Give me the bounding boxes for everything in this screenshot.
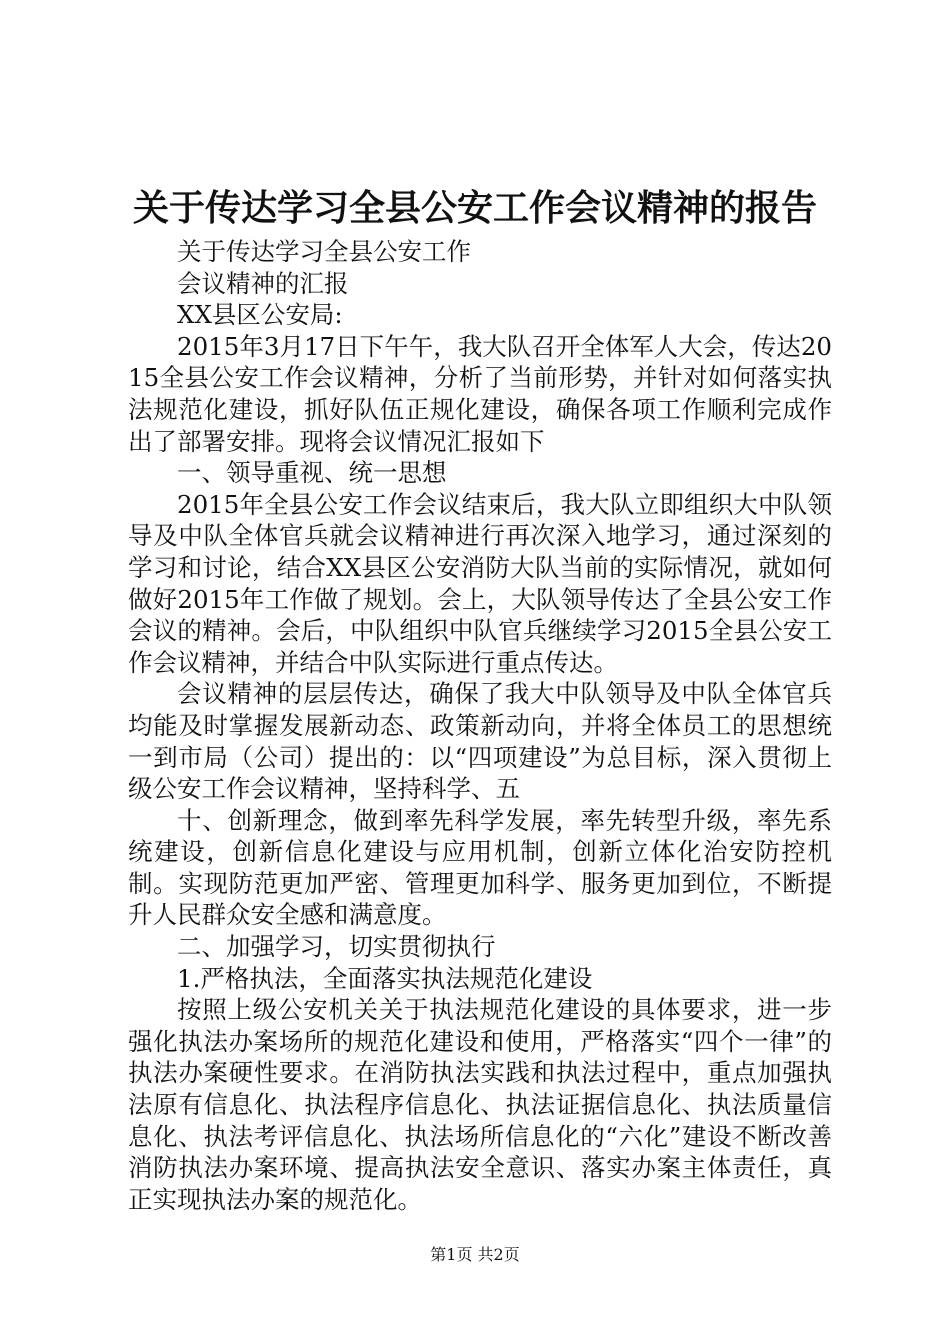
paragraph-section-2-1: 按照上级公安机关关于执法规范化建设的具体要求，进一步强化执法办案场所的规范化建设和使用，严格落实“四个一律”的执法办案硬性要求。在消防执法实践和执法过程中，重点加强执法原有信息化、执法程序信息化、执法证据信息化、执法质量信息化、执法考评信息化、执法场所信息化的“六化”建设不断改善消防执法办案环境、提高执法安全意识、落实办案主体责任，真正实现执法办案的规范化。	[128, 995, 832, 1214]
paragraph-intro: 2015年3月17日下午午，我大队召开全体军人大会，传达2015全县公安工作会议精神，分析了当前形势，并针对如何落实执法规范化建设，抓好队伍正规化建设，确保各项工作顺利完成作出了部署安排。现将会议情况汇报如下	[128, 331, 832, 456]
document-title: 关于传达学习全县公安工作会议精神的报告	[132, 187, 817, 229]
section-heading-2: 二、加强学习，切实贯彻执行	[177, 932, 496, 962]
paragraph-section-1-c: 十、创新理念，做到率先科学发展，率先转型升级，率先系统建设，创新信息化建设与应用机制，创新立体化治安防控机制。实现防范更加严密、管理更加科学、服务更加到位，不断提升人民群众安全感和满意度。	[128, 805, 832, 930]
paragraph-section-1-a: 2015年全县公安工作会议结束后，我大队立即组织大中队领导及中队全体官兵就会议精神进行再次深入地学习，通过深刻的学习和讨论，结合XX县区公安消防大队当前的实际情况，就如何做好2015年工作做了规划。会上，大队领导传达了全县公安工作会议的精神。会后，中队组织中队官兵继续学习2015全县公安工作会议精神，并结合中队实际进行重点传达。	[128, 489, 832, 677]
document-body	[128, 236, 832, 1215]
paragraph-section-1-b: 会议精神的层层传达，确保了我大中队领导及中队全体官兵均能及时掌握发展新动态、政策新动向，并将全体员工的思想统一到市局（公司）提出的：以“四项建设”为总目标，深入贯彻上级公安工作会议精神，坚持科学、五	[128, 679, 832, 804]
paragraph-subtitle-2: 会议精神的汇报	[177, 268, 349, 298]
page-footer: 第1页 共2页	[430, 1245, 520, 1264]
subsection-heading-2-1: 1.严格执法，全面落实执法规范化建设	[177, 963, 593, 993]
section-heading-1: 一、领导重视、统一思想	[177, 458, 447, 488]
paragraph-subtitle-1: 关于传达学习全县公安工作	[177, 237, 471, 266]
paragraph-addressee: XX县区公安局:	[177, 300, 343, 330]
